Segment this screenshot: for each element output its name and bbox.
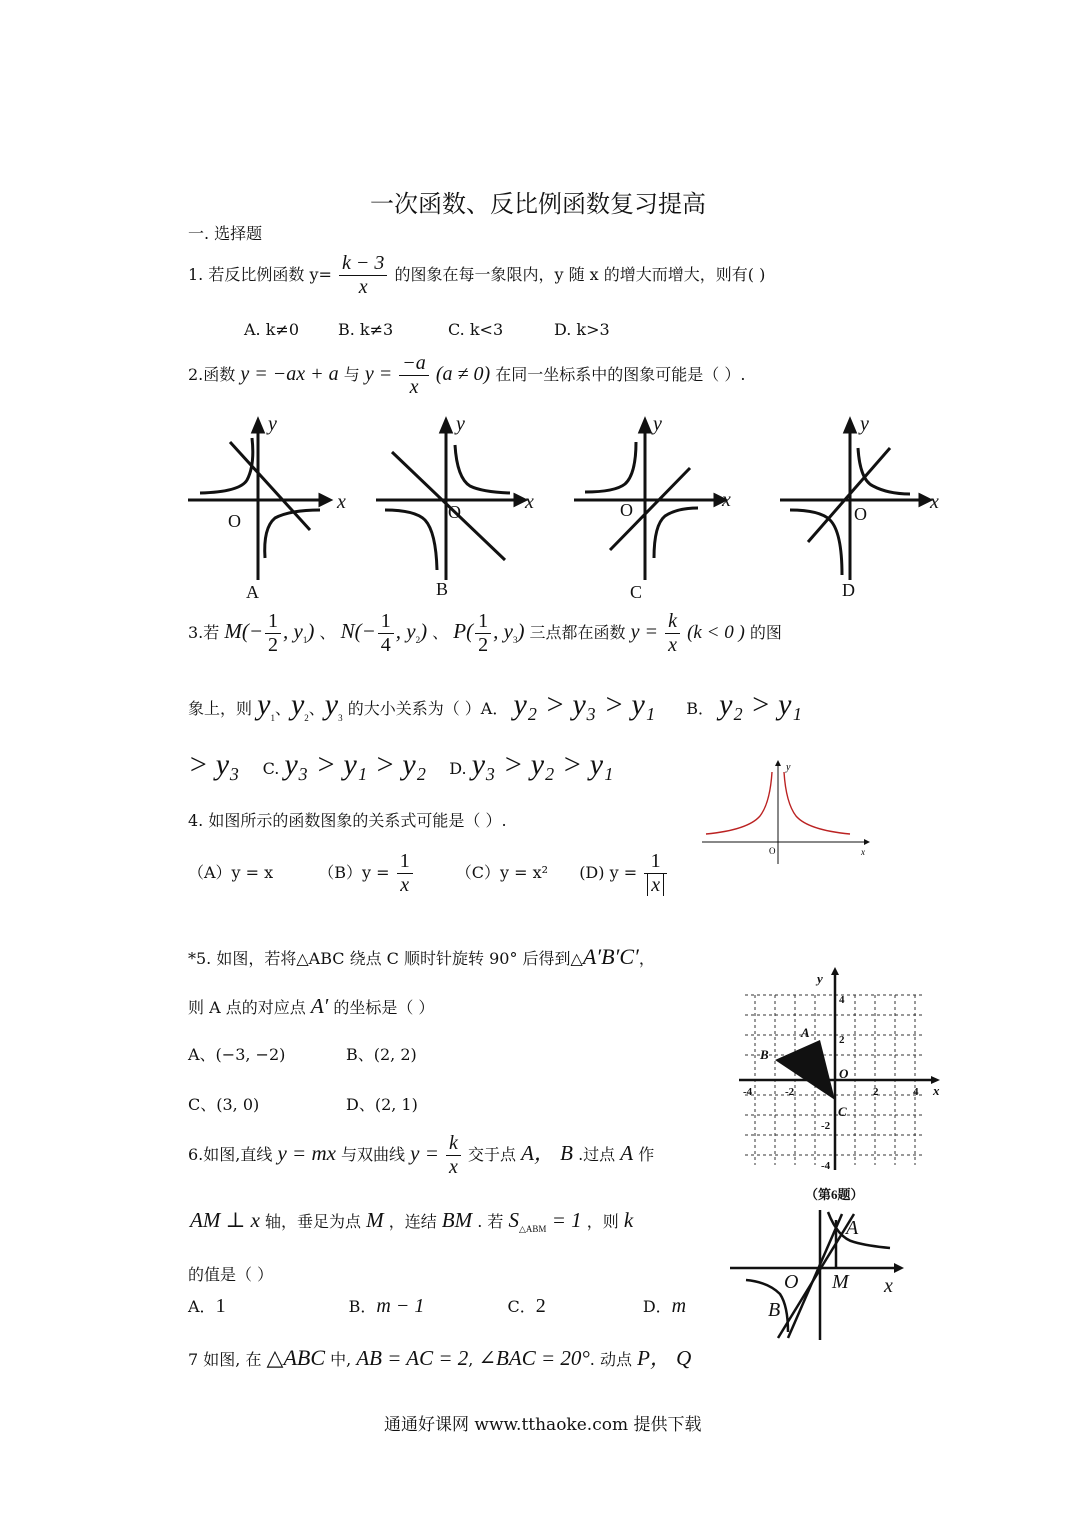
- q3-func-den: x: [668, 634, 678, 656]
- q4-d-fraction: [644, 850, 667, 897]
- q6-option-d: m: [671, 1295, 687, 1317]
- q6-line2-b: 轴，垂足为点: [264, 1212, 361, 1231]
- q5-caption: （第6题）: [805, 1187, 864, 1202]
- q5-tick-y2: 2: [839, 1034, 845, 1046]
- q7-triangle: △ABC: [266, 1345, 326, 1370]
- q4-origin: O: [769, 846, 776, 856]
- q6-func-left: y =: [410, 1141, 439, 1165]
- q6-line2-c: ，连结: [388, 1212, 437, 1231]
- q2-c-origin: O: [620, 500, 633, 520]
- q5-tick-y4: 4: [839, 994, 845, 1006]
- q5-label-o: O: [839, 1066, 849, 1081]
- page-footer: 通通好课网 www.tthaoke.com 提供下载: [384, 1415, 702, 1435]
- q6-line-2: [190, 1208, 633, 1235]
- q6-fig-a: A: [846, 1217, 859, 1239]
- q3-n-den: 4: [380, 634, 391, 656]
- q2-label-b: B: [436, 579, 449, 599]
- q3-point-n: N: [340, 619, 355, 643]
- q5-triangle: A′B′C′: [582, 944, 639, 969]
- q4-options: [188, 850, 669, 897]
- q4-d-num: 1: [644, 850, 667, 874]
- q6-a-label: A．: [188, 1297, 216, 1316]
- q2-b-x: x: [525, 491, 534, 513]
- q3-line2-mid: 的大小关系为（ ）A．: [347, 699, 509, 718]
- q6-option-b: m − 1: [376, 1295, 425, 1317]
- q3-option-b: y₂ > y₁: [719, 688, 802, 721]
- q3-prefix: 3.若: [188, 623, 220, 642]
- q3-option-d: y₃ > y₂ > y₁: [471, 748, 614, 781]
- q2-graph-b: [376, 420, 525, 580]
- q3-p-fraction: [475, 610, 491, 657]
- q5-axis-y: y: [817, 971, 823, 986]
- q6-figure: [728, 1206, 918, 1342]
- q6-area-val: = 1: [551, 1208, 582, 1232]
- q4-b-den: x: [400, 874, 410, 896]
- q1-suffix: 的图象在每一象限内，y 随 x 的增大而增大，则有( ): [394, 265, 766, 284]
- q4-option-d: (D) y =: [579, 863, 638, 882]
- q7-prefix: 7 如图, 在: [188, 1350, 262, 1369]
- q6-k: k: [623, 1208, 634, 1232]
- q6-fig-x: x: [884, 1275, 893, 1297]
- q6-point-a: A: [620, 1141, 634, 1165]
- question-7: [188, 1342, 691, 1372]
- q2-condition: (a ≠ 0): [435, 363, 491, 385]
- q1-option-a: A. k≠0: [244, 320, 300, 339]
- q2-b-y: y: [456, 413, 465, 435]
- q2-graph-c: [574, 420, 725, 580]
- q4-b-num: 1: [397, 850, 413, 874]
- q6-mid2: 交于点: [467, 1145, 516, 1164]
- q6-area-sub: △ABM: [519, 1224, 547, 1235]
- q6-option-a: 1: [215, 1295, 226, 1317]
- q4-b-fraction: [397, 850, 413, 897]
- q2-d-origin: O: [854, 504, 867, 524]
- q7-equation: AB = AC = 2: [356, 1346, 469, 1370]
- q3-b-label: B．: [686, 699, 715, 718]
- q2-prefix: 2.函数: [188, 365, 236, 384]
- q4-axis-y: y: [786, 762, 791, 773]
- question-4: 4. 如图所示的函数图象的关系式可能是（ ）.: [188, 811, 507, 830]
- q3-m-num: 1: [265, 610, 281, 634]
- q2-label-d: D: [842, 580, 855, 600]
- q6-bm: BM: [441, 1208, 473, 1232]
- q5-point: A′: [310, 994, 329, 1018]
- q3-n-fraction: [378, 610, 394, 657]
- q3-m-fraction: [265, 610, 281, 657]
- q5-option-a: A、(−3, −2): [188, 1045, 286, 1064]
- q2-d-x: x: [930, 491, 939, 513]
- q3-option-a: y₂ > y₃ > y₁: [513, 688, 656, 721]
- q3-p-num: 1: [475, 610, 491, 634]
- q5-label-b: B: [760, 1047, 769, 1062]
- q1-numerator: k − 3: [339, 252, 387, 276]
- page-title: 一次函数、反比例函数复习提高: [370, 190, 706, 218]
- q4-option-b: （B）y =: [318, 863, 390, 882]
- q6-den: x: [448, 1156, 458, 1178]
- q5-tick-x-2: -2: [785, 1086, 795, 1098]
- q6-fig-b: B: [768, 1299, 781, 1321]
- q5-label-c: C: [838, 1104, 847, 1119]
- q2-c-x: x: [722, 489, 731, 511]
- q3-sep1: 、: [319, 623, 336, 642]
- q5-line-2: [188, 994, 434, 1019]
- q3-line-2: 象上，则 $y_1$、$y_2$、$y_3$ 的大小关系为（ ）A． y₂ > y₃ > y₁ B． y₂ > y₁: [188, 688, 802, 723]
- q3-option-c: y₃ > y₁ > y₂: [284, 748, 427, 781]
- q2-a-y: y: [268, 413, 277, 435]
- q3-option-b-end: > y₃: [188, 748, 240, 781]
- q2-label-a: A: [246, 582, 259, 602]
- q6-prefix: 6.如图,直线: [188, 1145, 273, 1164]
- q6-mid3: .过点: [578, 1145, 616, 1164]
- q6-option-c: 2: [535, 1295, 546, 1317]
- q5-tick-y-2: -2: [821, 1120, 831, 1132]
- q5-grid-figure: [735, 965, 950, 1205]
- q2-a-x: x: [337, 491, 346, 513]
- q3-d-label: D.: [449, 759, 467, 778]
- q7-mid: 中,: [330, 1350, 352, 1369]
- q2-suffix: 在同一坐标系中的图象可能是（ ）.: [495, 365, 746, 384]
- q6-options: [188, 1294, 686, 1318]
- q3-cond: (k < 0 ): [687, 622, 745, 643]
- q5-line2-prefix: 则 A 点的对应点: [188, 998, 306, 1017]
- q3-func-fraction: [665, 610, 680, 657]
- q6-points: A， B: [521, 1141, 573, 1165]
- q5-tick-x2: 2: [873, 1086, 879, 1098]
- q6-num: k: [446, 1132, 461, 1156]
- q3-line2-prefix: 象上，则: [188, 699, 253, 718]
- q1-option-b: B. k≠3: [338, 320, 394, 339]
- q5-option-b: B、(2, 2): [346, 1045, 417, 1064]
- q4-option-c: （C）y = x²: [455, 863, 549, 882]
- q6-mid: 与双曲线: [341, 1145, 406, 1164]
- q4-graph: [698, 758, 878, 868]
- q4-option-a: （A）y = x: [188, 863, 274, 882]
- question-3: 3.若 M(− $\frac{1}{2}$ , $y_1$) 、 N(− $\frac{1}{4}$ , $y_2$) 、 P( $\frac{1}{2}$ , $y_3$) 三点都在函数 y = $\frac{k}{x}$ (k < 0 ) 的图: [188, 610, 782, 656]
- q6-line: y = mx: [277, 1141, 336, 1165]
- q2-func2-left: y =: [364, 363, 393, 385]
- question-6: [188, 1132, 654, 1179]
- q1-prefix: 1. 若反比例函数 y=: [188, 265, 332, 284]
- q2-b-origin: O: [448, 502, 461, 522]
- q6-b-label: B．: [348, 1297, 377, 1316]
- q2-mid: 与: [343, 365, 360, 384]
- q2-graph-a: [188, 420, 330, 580]
- q3-line-3: [188, 748, 613, 782]
- q5-line2-suffix: 的坐标是（ ）: [333, 998, 435, 1017]
- q6-suffix: 作: [638, 1145, 655, 1164]
- q6-fig-o: O: [784, 1271, 799, 1293]
- q2-denominator: x: [409, 376, 419, 398]
- q3-mid: 三点都在函数: [529, 623, 626, 642]
- q3-n-num: 1: [378, 610, 394, 634]
- question-2: [188, 352, 745, 399]
- q1-option-d: D. k>3: [554, 320, 610, 339]
- q5-axis-x: x: [933, 1083, 940, 1098]
- q3-c-label: C.: [262, 759, 280, 778]
- q7-suffix: . 动点: [589, 1350, 632, 1369]
- q6-line2-d: . 若: [477, 1212, 504, 1231]
- q2-fraction: [399, 352, 429, 399]
- q1-denominator: x: [358, 276, 368, 298]
- section-heading: 一. 选择题: [188, 224, 263, 243]
- q2-a-origin: O: [228, 511, 241, 531]
- q2-func1: y = −ax + a: [240, 363, 339, 385]
- q3-suffix: 的图: [749, 623, 782, 642]
- q5-line1: *5. 如图，若将△ABC 绕点 C 顺时针旋转 90° 后得到△: [188, 949, 583, 968]
- q5-option-c: C、(3, 0): [188, 1095, 260, 1114]
- q3-point-m: M: [224, 619, 242, 643]
- question-5: [188, 944, 655, 970]
- q1-fraction: [339, 252, 387, 299]
- q5-tick-x-4: -4: [743, 1086, 753, 1098]
- q5-label-a: A: [801, 1025, 810, 1040]
- q4-d-den: x: [647, 874, 664, 896]
- q6-d-label: D．: [642, 1297, 672, 1316]
- q2-label-c: C: [630, 582, 643, 602]
- q6-line2-e: ，则: [586, 1212, 619, 1231]
- q6-fig-m: M: [832, 1271, 849, 1293]
- q3-p-den: 2: [478, 634, 489, 656]
- q7-points: P， Q: [637, 1346, 692, 1370]
- q5-option-d: D、(2, 1): [346, 1095, 418, 1114]
- q3-point-p: P: [453, 619, 467, 643]
- q7-angle: ∠BAC = 20°: [478, 1346, 590, 1370]
- q6-line-3: 的值是（ ）: [188, 1265, 274, 1284]
- q4-axis-x: x: [861, 847, 865, 857]
- q2-d-y: y: [860, 413, 869, 435]
- q2-c-y: y: [653, 413, 662, 435]
- q3-m-den: 2: [268, 634, 279, 656]
- q3-sep2: 、: [432, 623, 449, 642]
- q3-func-num: k: [665, 610, 680, 634]
- q5-tick-x4: 4: [913, 1086, 919, 1098]
- q2-numerator: −a: [399, 352, 429, 376]
- q6-c-label: C．: [507, 1297, 536, 1316]
- q6-area: S: [508, 1208, 519, 1232]
- q6-perp: AM ⊥ x: [190, 1208, 260, 1232]
- q5-line1-end: ，: [638, 949, 655, 968]
- q5-tick-y-4: -4: [821, 1160, 831, 1172]
- q1-option-c: C. k<3: [448, 320, 504, 339]
- q2-graphs: [180, 410, 970, 605]
- q6-point-m: M: [366, 1208, 384, 1232]
- question-1: [188, 252, 765, 299]
- q6-fraction: [446, 1132, 461, 1179]
- q7-mid2: ,: [468, 1350, 474, 1369]
- q2-graph-d: [780, 420, 930, 580]
